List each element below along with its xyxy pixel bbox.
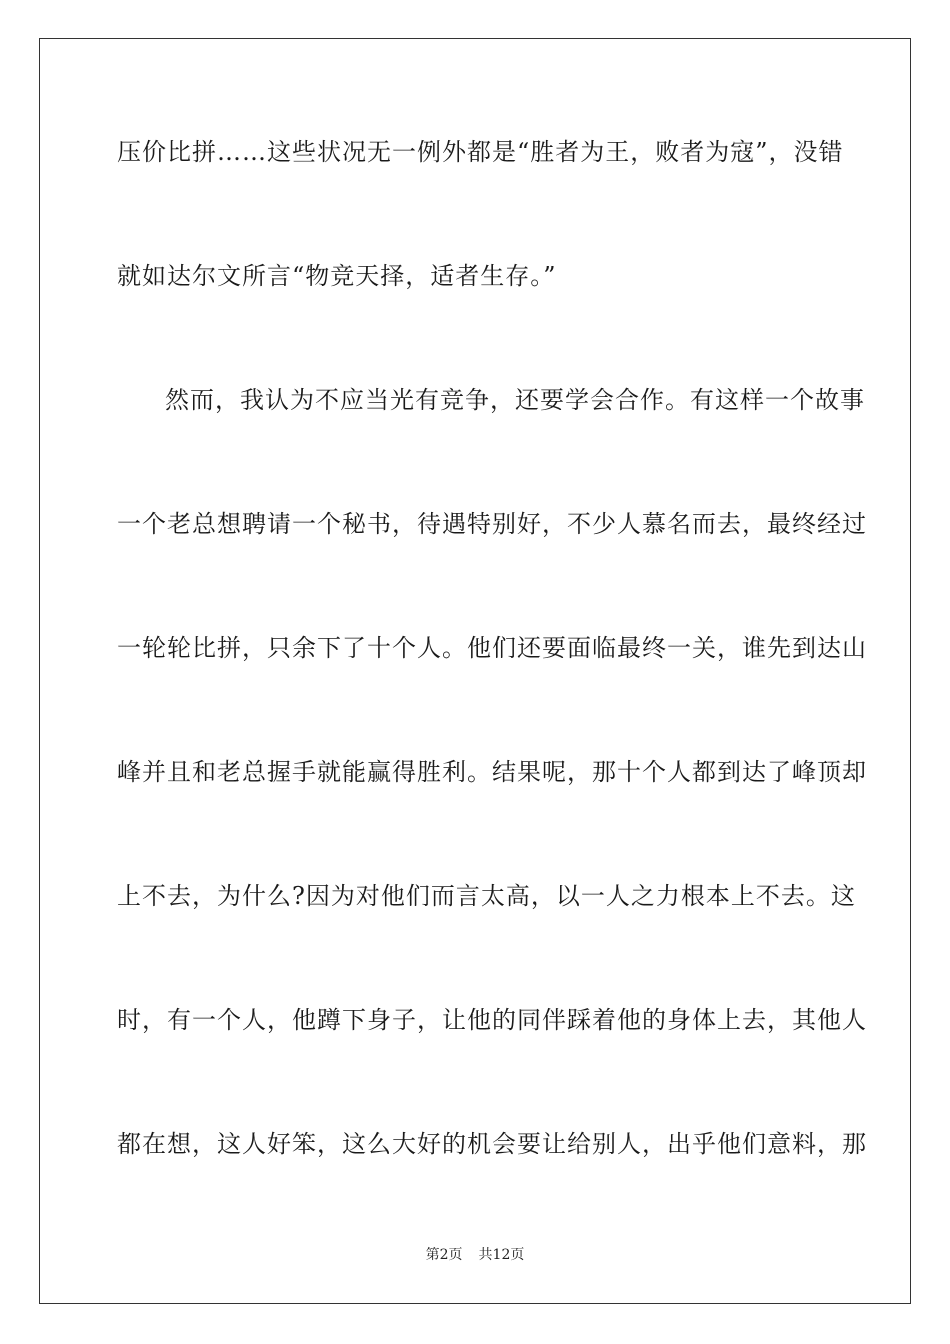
text-line-9: 都在想，这人好笨，这么大好的机会要让给别人，出乎他们意料，那 — [117, 1130, 867, 1158]
text-line-8: 时，有一个人，他蹲下身子，让他的同伴踩着他的身体上去，其他人 — [117, 1006, 867, 1034]
text-line-2: 就如达尔文所言“物竞天择，适者生存。” — [117, 262, 557, 290]
page-border — [39, 38, 911, 1304]
text-line-3: 然而，我认为不应当光有竞争，还要学会合作。有这样一个故事 — [165, 386, 865, 414]
text-line-4: 一个老总想聘请一个秘书，待遇特别好，不少人慕名而去，最终经过 — [117, 510, 867, 538]
page-number: 第2页 — [425, 1247, 463, 1263]
text-line-5: 一轮轮比拼，只余下了十个人。他们还要面临最终一关，谁先到达山 — [117, 634, 867, 662]
text-line-6: 峰并且和老总握手就能赢得胜利。结果呢，那十个人都到达了峰顶却 — [117, 758, 867, 786]
text-line-1: 压价比拼……这些状况无一例外都是“胜者为王，败者为寇”，没错 — [117, 138, 844, 166]
page-total: 共12页 — [478, 1247, 525, 1263]
text-line-7: 上不去，为什么?因为对他们而言太高，以一人之力根本上不去。这 — [117, 882, 856, 910]
page-footer — [0, 1246, 950, 1264]
